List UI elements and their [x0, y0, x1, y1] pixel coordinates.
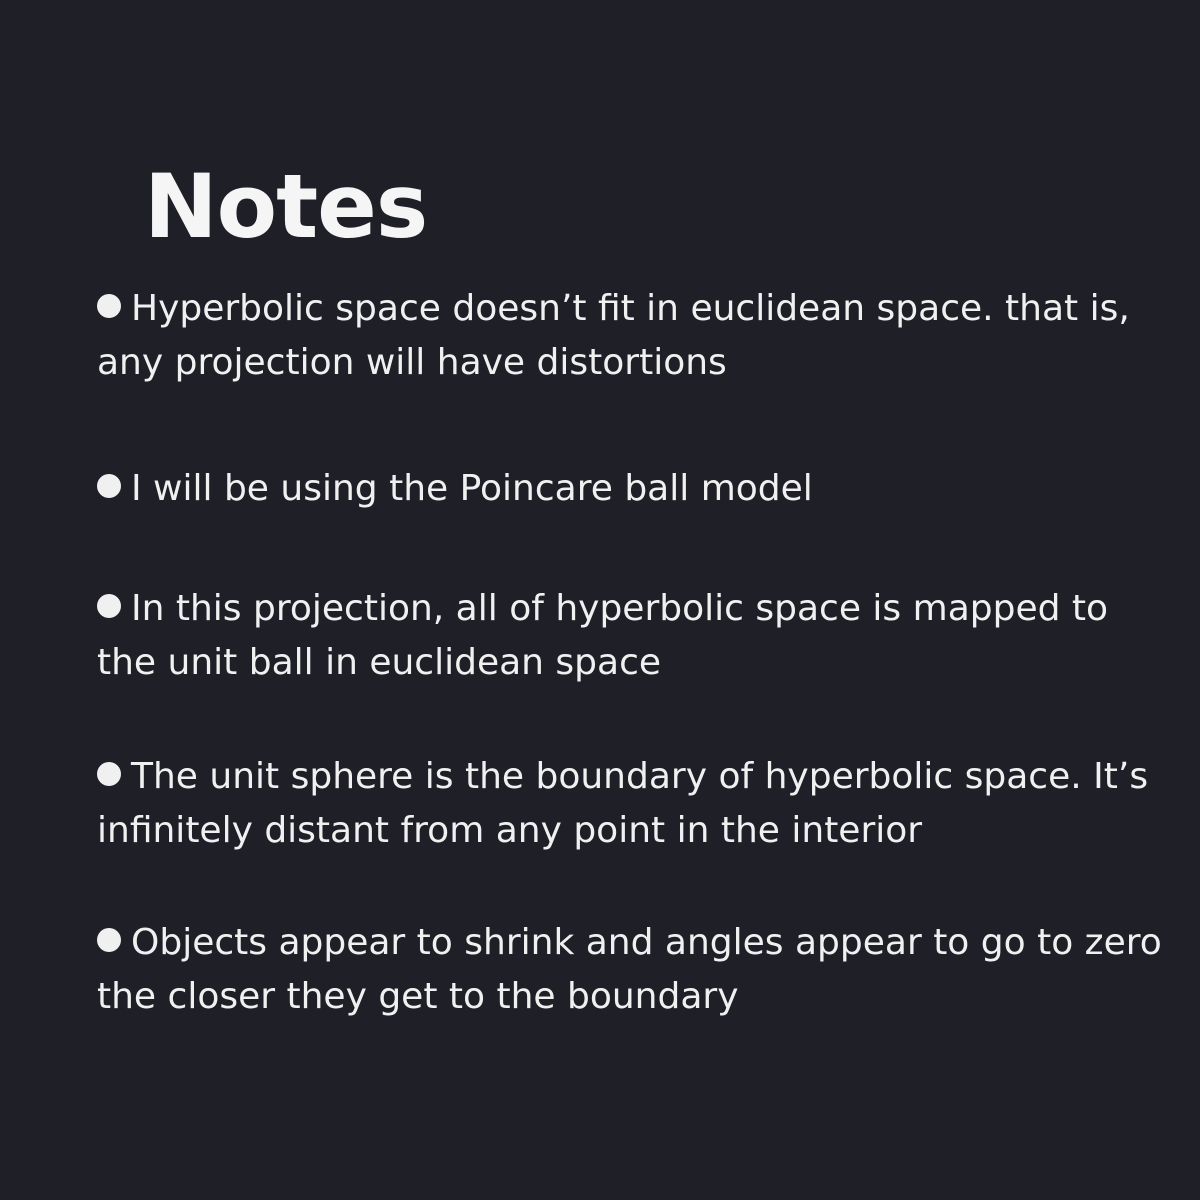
- note-text: Hyperbolic space doesn’t fit in euclidean space. that is, any projection will have distortions: [97, 288, 1130, 383]
- note-item: [97, 282, 1167, 390]
- note-item: [97, 462, 1167, 516]
- bullet-icon: [97, 594, 121, 618]
- note-text: I will be using the Poincare ball model: [131, 468, 813, 509]
- note-item: [97, 750, 1167, 858]
- bullet-icon: [97, 762, 121, 786]
- bullet-icon: [97, 928, 121, 952]
- note-text: Objects appear to shrink and angles appear to go to zero the closer they get to the boundary: [97, 922, 1162, 1017]
- note-text: The unit sphere is the boundary of hyperbolic space. It’s infinitely distant from any point in the interior: [97, 756, 1149, 851]
- note-item: [97, 582, 1167, 690]
- bullet-icon: [97, 474, 121, 498]
- note-item: [97, 916, 1167, 1024]
- page-title: Notes: [144, 154, 428, 258]
- note-text: In this projection, all of hyperbolic space is mapped to the unit ball in euclidean space: [97, 588, 1109, 683]
- bullet-icon: [97, 294, 121, 318]
